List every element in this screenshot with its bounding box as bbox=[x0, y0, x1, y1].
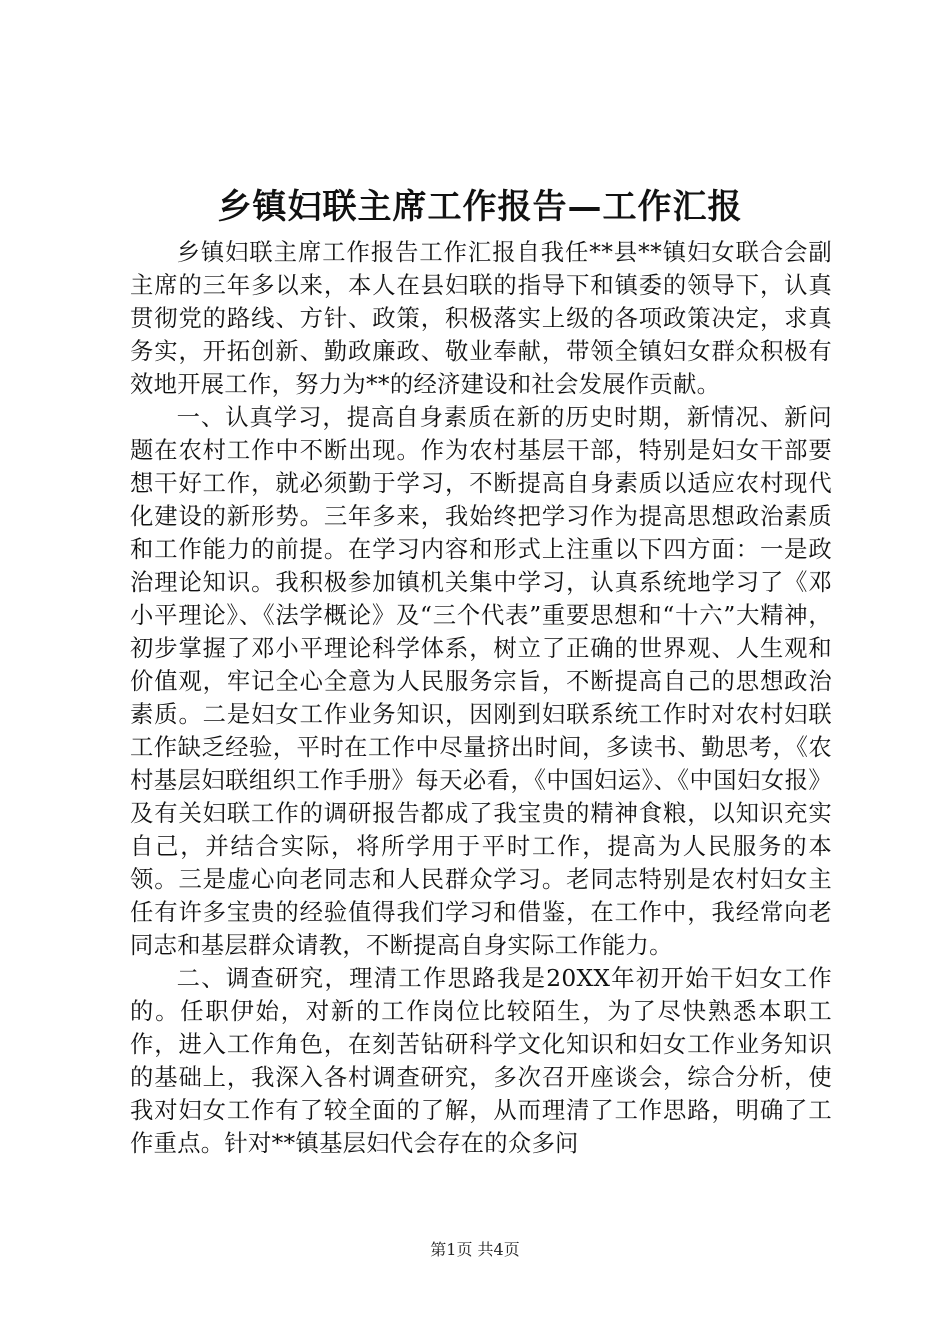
paragraph-intro: 乡镇妇联主席工作报告工作汇报自我任**县**镇妇女联合会副主席的三年多以来，本人在县妇联的指导下和镇委的领导下，认真贯彻党的路线、方针、政策，积极落实上级的各项政策决定，求真务实，开拓创新、勤政廉政、敬业奉献，带领全镇妇女群众积极有效地开展工作，努力为**的经济建设和社会发展作贡献。 bbox=[130, 239, 832, 398]
page-number-footer: 第1页 共4页 bbox=[430, 1240, 520, 1259]
document-body bbox=[130, 236, 832, 1160]
paragraph-section-2: 二、调查研究，理清工作思路我是20XX年初开始干妇女工作的。任职伊始，对新的工作岗位比较陌生，为了尽快熟悉本职工作，进入工作角色，在刻苦钻研科学文化知识和妇女工作业务知识的基础上，我深入各村调查研究，多次召开座谈会，综合分析，使我对妇女工作有了较全面的了解，从而理清了工作思路，明确了工作重点。针对**镇基层妇代会存在的众多问 bbox=[130, 965, 832, 1157]
paragraph-section-1: 一、认真学习，提高自身素质在新的历史时期，新情况、新问题在农村工作中不断出现。作为农村基层干部，特别是妇女干部要想干好工作，就必须勤于学习，不断提高自身素质以适应农村现代化建设的新形势。三年多来，我始终把学习作为提高思想政治素质和工作能力的前提。在学习内容和形式上注重以下四方面：一是政治理论知识。我积极参加镇机关集中学习，认真系统地学习了《邓小平理论》、《法学概论》及“三个代表”重要思想和“十六”大精神，初步掌握了邓小平理论科学体系，树立了正确的世界观、人生观和价值观，牢记全心全意为人民服务宗旨，不断提高自己的思想政治素质。二是妇女工作业务知识，因刚到妇联系统工作时对农村妇联工作缺乏经验，平时在工作中尽量挤出时间，多读书、勤思考，《农村基层妇联组织工作手册》每天必看，《中国妇运》、《中国妇女报》及有关妇联工作的调研报告都成了我宝贵的精神食粮，以知识充实自己，并结合实际，将所学用于平时工作，提高为人民服务的本领。三是虚心向老同志和人民群众学习。老同志特别是农村妇女主任有许多宝贵的经验值得我们学习和借鉴，在工作中，我经常向老同志和基层群众请教，不断提高自身实际工作能力。 bbox=[130, 404, 832, 959]
document-title: 乡镇妇联主席工作报告—工作汇报 bbox=[217, 187, 743, 227]
